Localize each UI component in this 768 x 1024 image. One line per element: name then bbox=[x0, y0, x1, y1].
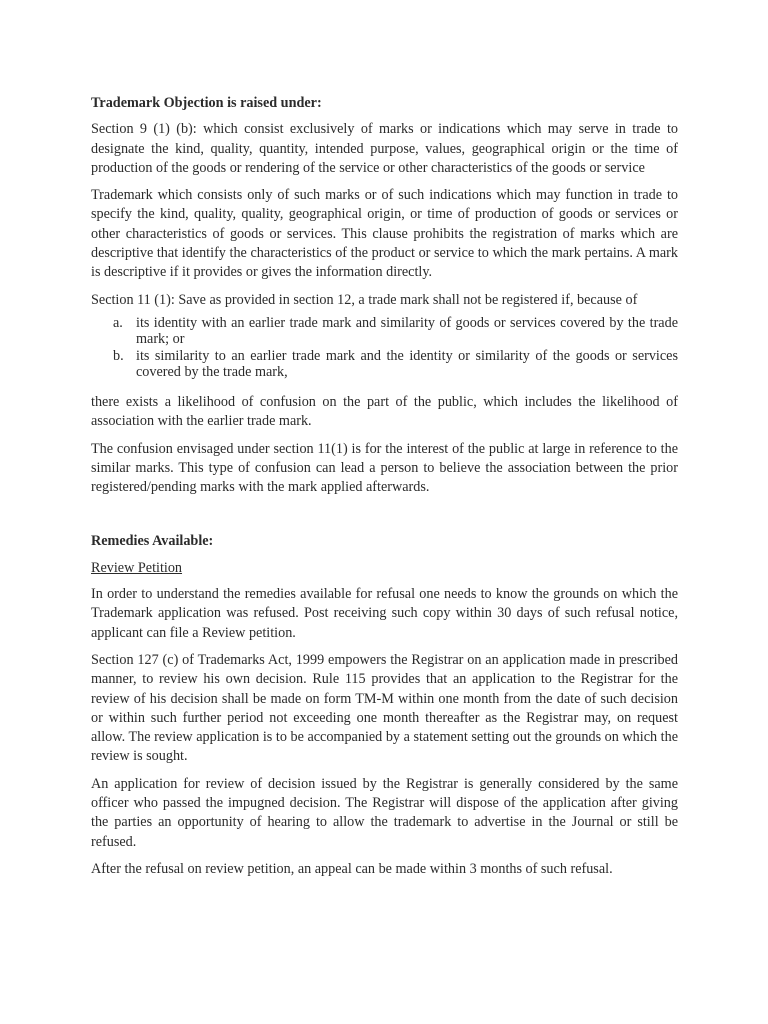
list-marker: b. bbox=[113, 347, 124, 364]
section-11-conclusion-paragraph: there exists a likelihood of confusion on the part of the public, which includes the likelihood of association with the earlier trade mark. bbox=[91, 393, 678, 430]
list-item bbox=[91, 348, 678, 381]
review-paragraph-4: After the refusal on review petition, an appeal can be made within 3 months of such refusal. bbox=[91, 860, 613, 877]
list-item-text: its identity with an earlier trade mark and similarity of goods or services covered by the trade mark; or bbox=[136, 314, 678, 348]
heading-remedies-available: Remedies Available: bbox=[91, 533, 214, 550]
section-11-paragraph: Section 11 (1): Save as provided in section 12, a trade mark shall not be registered if, because of bbox=[91, 291, 638, 308]
document-page bbox=[91, 94, 678, 887]
section-11-list bbox=[91, 315, 678, 381]
section-9-paragraph: Section 9 (1) (b): which consist exclusively of marks or indications which may serve in trade to designate the kind, quality, quantity, intended purpose, values, geographical origin or the time of production of the goods or rendering of the service or other characteristics of the goods or service bbox=[91, 121, 678, 176]
list-item bbox=[91, 315, 678, 348]
subheading-review-petition: Review Petition bbox=[91, 559, 183, 576]
list-item-text: its similarity to an earlier trade mark and the identity or similarity of the goods or services covered by the trade mark, bbox=[136, 347, 678, 381]
heading-trademark-objection: Trademark Objection is raised under: bbox=[91, 95, 322, 111]
list-marker: a. bbox=[113, 314, 123, 331]
review-paragraph-2: Section 127 (c) of Trademarks Act, 1999 empowers the Registrar on an application made in prescribed manner, to review his own decision. Rule 115 provides that an application to the Registrar for the review of his decision shall be made on form TM-M within one month from the date of such decision or within such further period not exceeding one month thereafter as the Registrar may, on request allow. The review application is to be accompanied by a statement setting out the grounds on which the review is sought. bbox=[91, 651, 678, 765]
section-spacer bbox=[91, 505, 678, 532]
review-paragraph-3: An application for review of decision issued by the Registrar is generally considered by the same officer who passed the impugned decision. The Registrar will dispose of the application after giving the parties an opportunity of hearing to allow the trademark to advertise in the Journal or still be refused. bbox=[91, 775, 678, 850]
section-9-explanation-paragraph: Trademark which consists only of such marks or of such indications which may function in trade to specify the kind, quality, quality, geographical origin, or time of production of goods or services or other characteristics of goods or services. This clause prohibits the registration of marks which are descriptive that identify the characteristics of the product or service to which the mark pertains. A mark is descriptive if it provides or gives the information directly. bbox=[91, 187, 678, 281]
confusion-paragraph: The confusion envisaged under section 11(1) is for the interest of the public at large in reference to the similar marks. This type of confusion can lead a person to believe the association between the prior registered/pending marks with the mark applied afterwards. bbox=[91, 440, 678, 496]
review-paragraph-1: In order to understand the remedies available for refusal one needs to know the grounds on which the Trademark application was refused. Post receiving such copy within 30 days of such refusal notice, applicant can file a Review petition. bbox=[91, 586, 678, 641]
